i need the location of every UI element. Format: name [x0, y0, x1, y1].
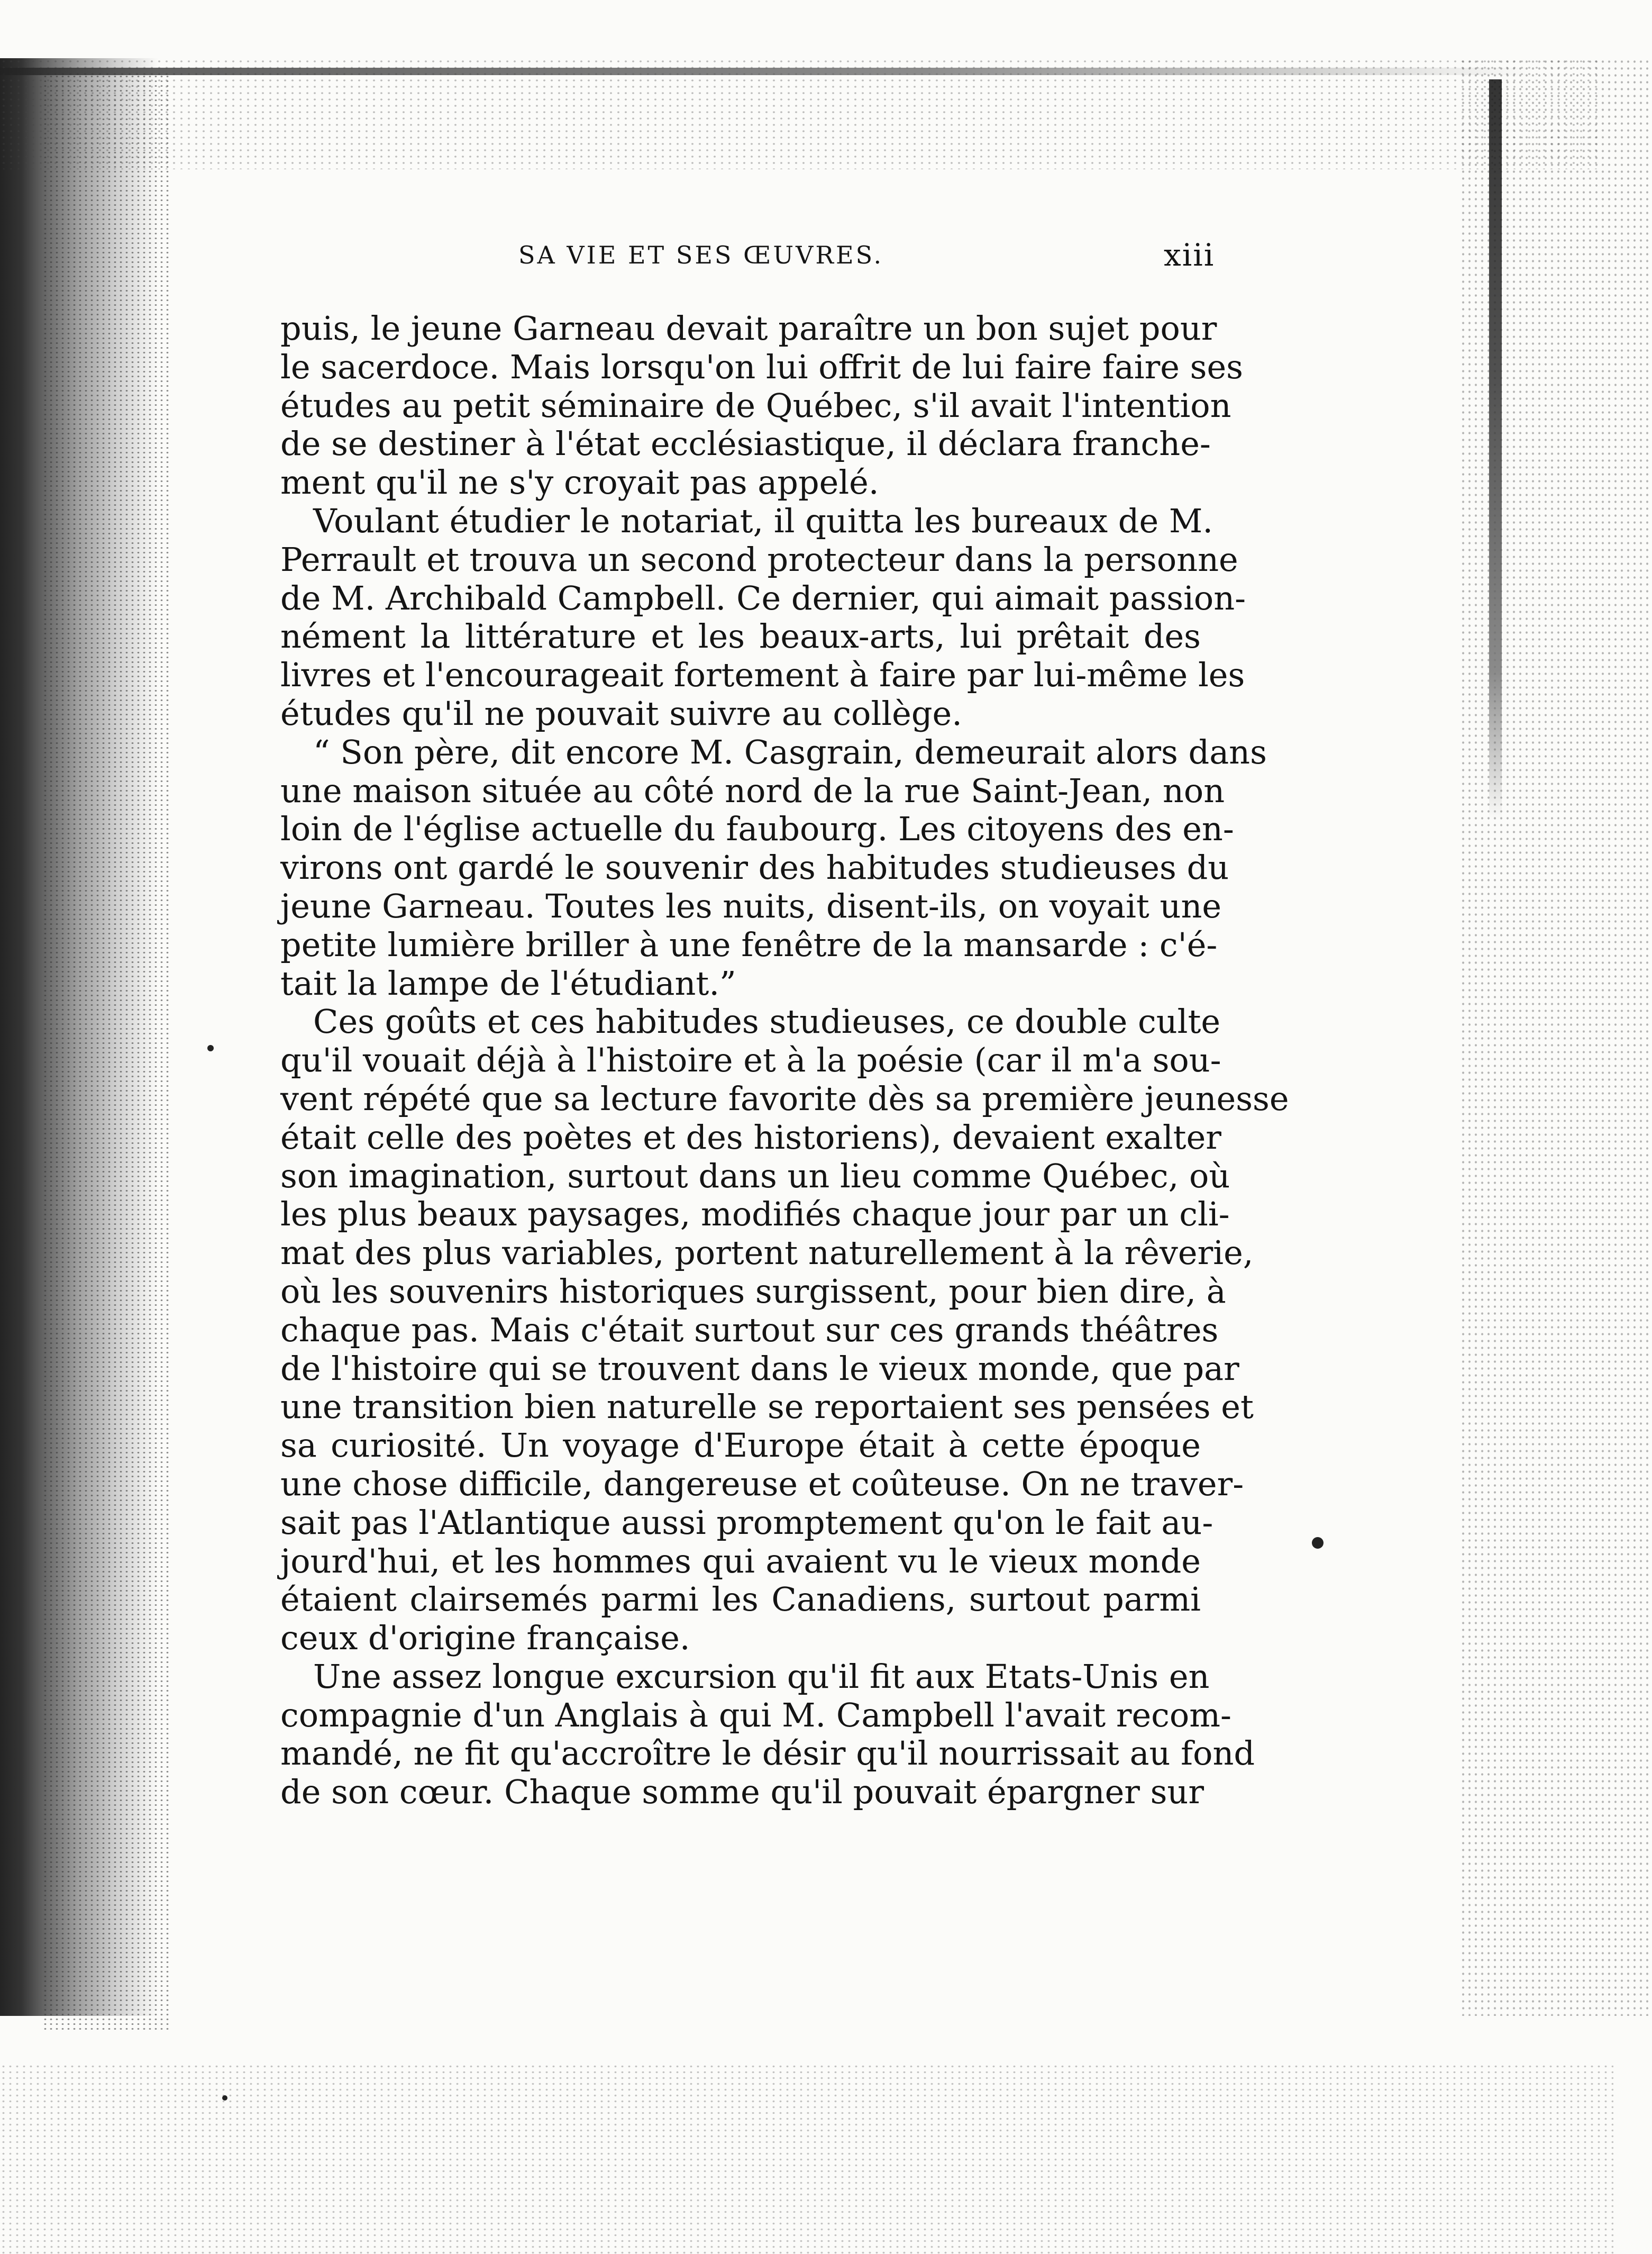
- text-line: vent répété que sa lecture favorite dès sa première jeunesse: [280, 1079, 1289, 1118]
- paragraph: [280, 732, 1267, 1003]
- text-line: sait pas l'Atlantique aussi promptement qu'on le fait au-: [280, 1503, 1213, 1542]
- text-line: une transition bien naturelle se reportaient ses pensées et: [280, 1387, 1254, 1426]
- ink-spot: [222, 2095, 227, 2101]
- text-line: son imagination, surtout dans un lieu comme Québec, où: [280, 1156, 1230, 1195]
- text-line: les plus beaux paysages, modifiés chaque jour par un cli-: [280, 1195, 1230, 1234]
- text-line: était celle des poètes et des historiens), devaient exalter: [280, 1117, 1221, 1157]
- text-line: loin de l'église actuelle du faubourg. Les citoyens des en-: [280, 810, 1234, 849]
- text-line: ceux d'origine française.: [280, 1619, 690, 1658]
- text-line: puis, le jeune Garneau devait paraître un bon sujet pour: [280, 309, 1217, 348]
- text-line: jourd'hui, et les hommes qui avaient vu le vieux monde: [280, 1541, 1201, 1580]
- paragraph: [280, 1657, 1255, 1812]
- ink-spot: [1312, 1537, 1324, 1549]
- text-line: virons ont gardé le souvenir des habitudes studieuses du: [280, 848, 1229, 887]
- scan-bottom-edge-speckle: [0, 2064, 1613, 2254]
- text-line: qu'il vouait déjà à l'histoire et à la poésie (car il m'a sou-: [280, 1041, 1221, 1080]
- text-line: tait la lampe de l'étudiant.”: [280, 964, 736, 1003]
- scan-right-edge-speckle: [1460, 58, 1650, 2016]
- text-line: études qu'il ne pouvait suivre au collège.: [280, 694, 962, 733]
- text-line: études au petit séminaire de Québec, s'il avait l'intention: [280, 386, 1231, 425]
- text-line: de son cœur. Chaque somme qu'il pouvait épargner sur: [280, 1773, 1204, 1812]
- text-line: “ Son père, dit encore M. Casgrain, demeurait alors dans: [313, 732, 1267, 771]
- text-line: chaque pas. Mais c'était surtout sur ces grands théâtres: [280, 1310, 1219, 1349]
- text-line: de l'histoire qui se trouvent dans le vieux monde, que par: [280, 1349, 1239, 1388]
- text-line: étaient clairsemés parmi les Canadiens, surtout parmi: [280, 1580, 1201, 1619]
- text-line: Voulant étudier le notariat, il quitta les bureaux de M.: [313, 501, 1213, 540]
- page-number: xiii: [1164, 237, 1215, 273]
- paragraph: [280, 501, 1246, 733]
- text-line: une maison située au côté nord de la rue Saint-Jean, non: [280, 771, 1225, 810]
- text-line: jeune Garneau. Toutes les nuits, disent-ils, on voyait une: [280, 886, 1222, 925]
- text-line: mat des plus variables, portent naturellement à la rêverie,: [280, 1233, 1254, 1273]
- paragraph: [280, 309, 1243, 502]
- body-text: [280, 309, 1289, 1812]
- text-line: petite lumière briller à une fenêtre de la mansarde : c'é-: [280, 925, 1218, 964]
- scan-top-edge-line: [0, 68, 1534, 75]
- text-line: nément la littérature et les beaux-arts, lui prêtait des: [280, 617, 1201, 656]
- text-line: ment qu'il ne s'y croyait pas appelé.: [280, 463, 879, 502]
- ink-spot: [207, 1045, 214, 1051]
- scan-binding-speckle: [42, 74, 169, 2032]
- text-line: Une assez longue excursion qu'il fit aux Etats-Unis en: [313, 1657, 1210, 1696]
- text-line: sa curiosité. Un voyage d'Europe était à cette époque: [280, 1426, 1201, 1465]
- text-line: où les souvenirs historiques surgissent, pour bien dire, à: [280, 1271, 1226, 1311]
- text-line: de se destiner à l'état ecclésiastique, il déclara franche-: [280, 424, 1211, 463]
- text-line: livres et l'encourageait fortement à faire par lui-même les: [280, 656, 1245, 695]
- text-line: de M. Archibald Campbell. Ce dernier, qui aimait passion-: [280, 578, 1246, 617]
- paragraph: [280, 1002, 1289, 1658]
- text-line: Ces goûts et ces habitudes studieuses, ce double culte: [313, 1002, 1221, 1041]
- text-line: mandé, ne fit qu'accroître le désir qu'il nourrissait au fond: [280, 1734, 1255, 1773]
- text-line: compagnie d'un Anglais à qui M. Campbell l'avait recom-: [280, 1695, 1231, 1734]
- scan-right-edge-bar: [1489, 79, 1502, 820]
- text-line: une chose difficile, dangereuse et coûteuse. On ne traver-: [280, 1464, 1244, 1503]
- running-head: SA VIE ET SES ŒUVRES.: [518, 241, 884, 269]
- text-line: le sacerdoce. Mais lorsqu'on lui offrit de lui faire faire ses: [280, 347, 1243, 386]
- text-line: Perrault et trouva un second protecteur dans la personne: [280, 540, 1238, 579]
